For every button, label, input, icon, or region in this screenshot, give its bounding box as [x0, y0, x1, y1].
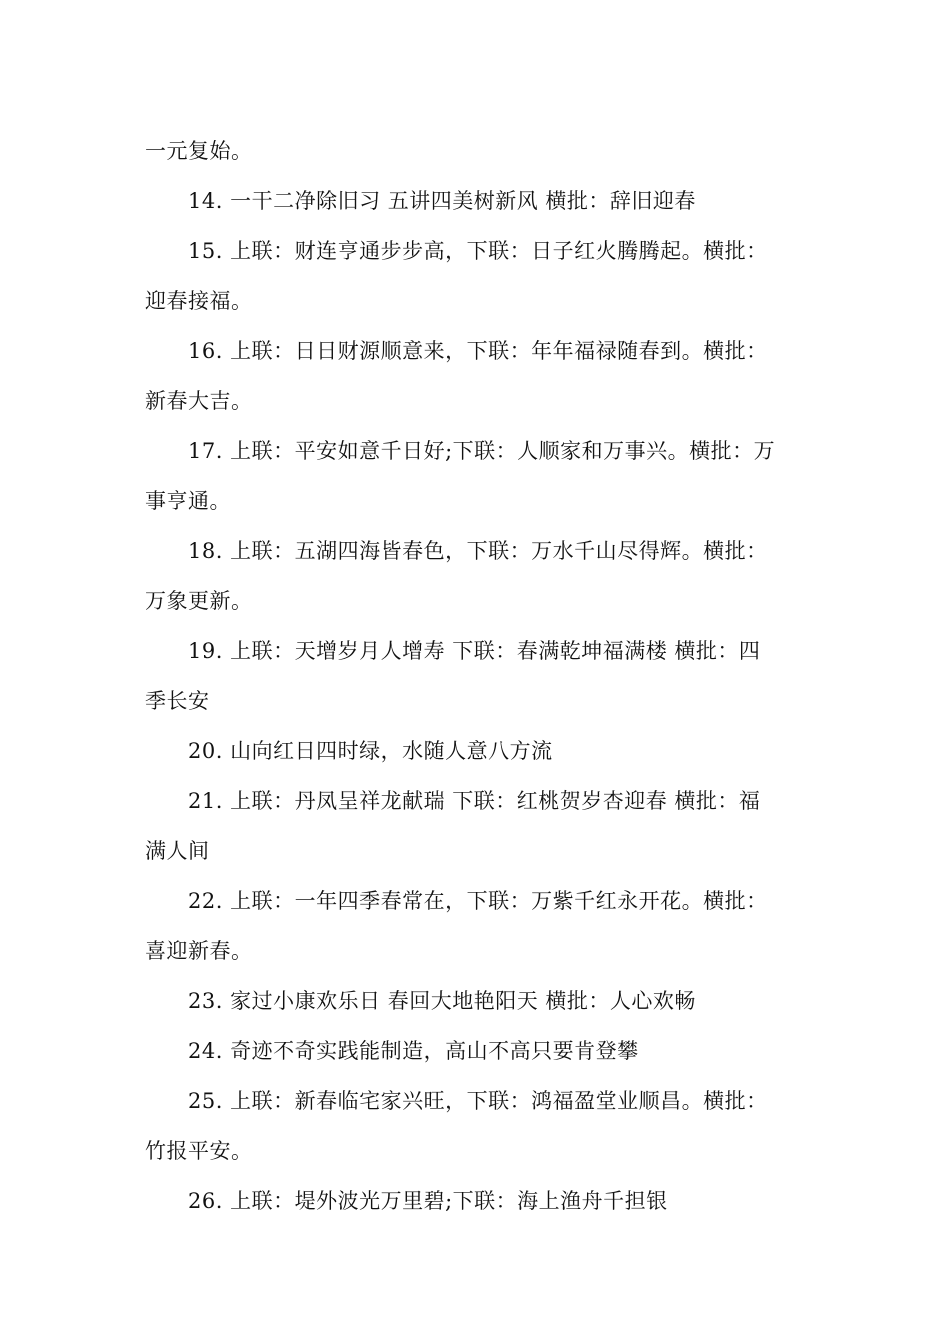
- text-line: 新春大吉。: [145, 389, 253, 413]
- text-line: 迎春接福。: [145, 289, 253, 313]
- text-line: 竹报平安。: [145, 1139, 253, 1163]
- text-line: 一元复始。: [145, 139, 253, 163]
- text-line: 喜迎新春。: [145, 939, 253, 963]
- text-line: 26. 上联：堤外波光万里碧;下联：海上渔舟千担银: [188, 1189, 668, 1213]
- text-line: 20. 山向红日四时绿，水随人意八方流: [188, 739, 553, 763]
- text-line: 18. 上联：五湖四海皆春色，下联：万水千山尽得辉。横批：: [188, 539, 768, 563]
- text-line: 15. 上联：财连亨通步步高，下联：日子红火腾腾起。横批：: [188, 239, 768, 263]
- text-line: 满人间: [145, 839, 210, 863]
- text-line: 16. 上联：日日财源顺意来，下联：年年福禄随春到。横批：: [188, 339, 768, 363]
- text-line: 19. 上联：天增岁月人增寿 下联：春满乾坤福满楼 横批：四: [188, 639, 761, 663]
- text-line: 22. 上联：一年四季春常在，下联：万紫千红永开花。横批：: [188, 889, 768, 913]
- text-line: 14. 一干二净除旧习 五讲四美树新风 横批：辞旧迎春: [188, 189, 696, 213]
- text-line: 25. 上联：新春临宅家兴旺，下联：鸿福盈堂业顺昌。横批：: [188, 1089, 768, 1113]
- text-line: 季长安: [145, 689, 210, 713]
- text-line: 17. 上联：平安如意千日好;下联：人顺家和万事兴。横批：万: [188, 439, 776, 463]
- text-line: 23. 家过小康欢乐日 春回大地艳阳天 横批：人心欢畅: [188, 989, 696, 1013]
- text-line: 24. 奇迹不奇实践能制造，高山不高只要肯登攀: [188, 1039, 639, 1063]
- text-line: 事亨通。: [145, 489, 231, 513]
- text-line: 万象更新。: [145, 589, 253, 613]
- text-line: 21. 上联：丹凤呈祥龙献瑞 下联：红桃贺岁杏迎春 横批：福: [188, 789, 761, 813]
